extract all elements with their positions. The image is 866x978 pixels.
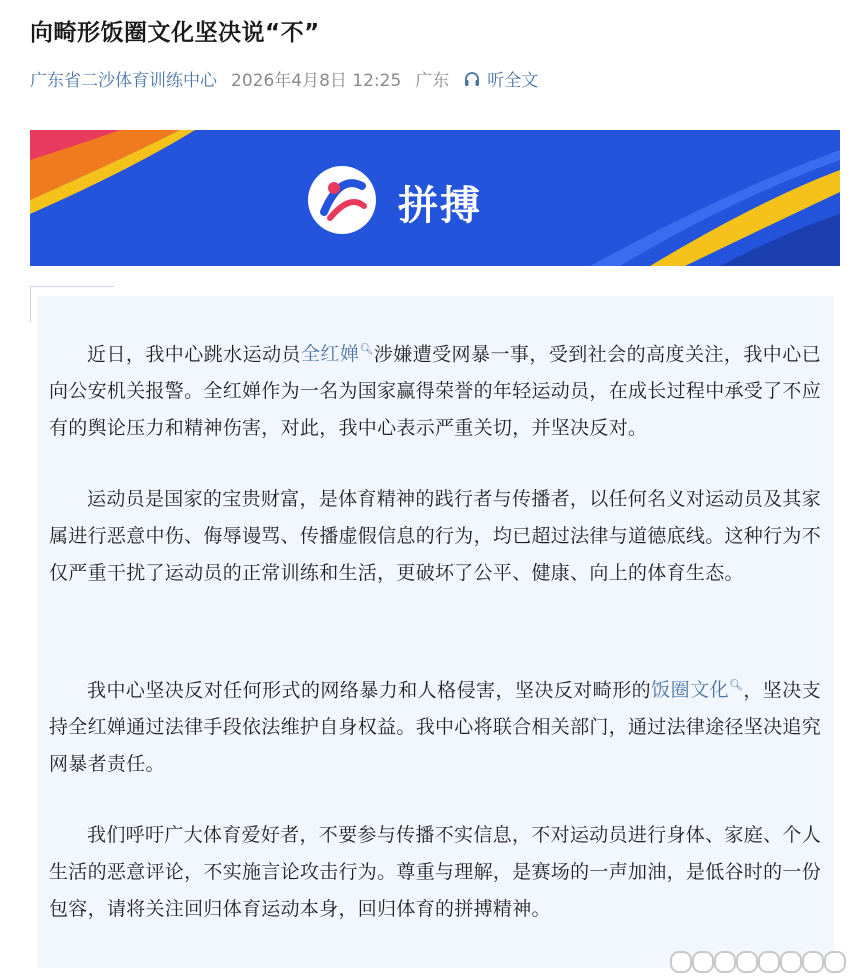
- p3-text-a: 我中心坚决反对任何形式的网络暴力和人格侵害，坚决反对畸形的: [87, 679, 652, 702]
- publish-date: 2026年4月8日 12:25: [231, 71, 402, 91]
- dot: [736, 951, 758, 973]
- dot: [824, 951, 846, 973]
- dot: [758, 951, 780, 973]
- paragraph-1: [49, 331, 821, 447]
- location-label: 广东: [415, 71, 450, 91]
- header-banner: [30, 130, 840, 266]
- search-icon: 🔍︎: [359, 343, 374, 356]
- paragraph-3: [49, 667, 821, 783]
- keyword-link-fan-culture[interactable]: [651, 679, 743, 701]
- dot: [692, 951, 714, 973]
- p3-text-b: ，坚决支持全红婵通过法律手段依法维护自身权益。我中心将联合相关部门，通过法律途径坚决追究网暴者责任。: [49, 679, 822, 776]
- search-icon: 🔍︎: [728, 679, 744, 692]
- dot: [780, 951, 802, 973]
- quote-corner-left: [30, 286, 31, 322]
- article-title: 向畸形饭圈文化坚决说“不”: [30, 20, 320, 46]
- p1-text-a: 近日，我中心跳水运动员: [87, 343, 301, 366]
- dot: [802, 951, 824, 973]
- dot: [714, 951, 736, 973]
- keyword-label: 全红婵: [300, 343, 360, 366]
- paragraph-2: 运动员是国家的宝贵财富，是体育精神的践行者与传播者，以任何名义对运动员及其家属进行恶意中伤、侮辱谩骂、传播虚假信息的行为，均已超过法律与道德底线。这种行为不仅严重干扰了运动员的正常训练和生活，更破坏了公平、健康、向上的体育生态。: [49, 488, 822, 584]
- source-link[interactable]: 广东省二沙体育训练中心: [30, 71, 217, 91]
- listen-label: 听全文: [487, 71, 539, 91]
- paragraph-4: 我们呼吁广大体育爱好者，不要参与传播不实信息，不对运动员进行身体、家庭、个人生活的恶意评论，不实施言论攻击行为。尊重与理解，是赛场的一声加油，是低谷时的一份包容，请将关注回归体育运动本身，回归体育的拼搏精神。: [49, 824, 822, 920]
- keyword-label: 饭圈文化: [651, 679, 729, 702]
- article-meta: [30, 66, 538, 91]
- listen-button[interactable]: [463, 66, 538, 91]
- quote-corner-top: [30, 286, 114, 287]
- dot: [670, 951, 692, 973]
- headphones-icon: [463, 70, 481, 88]
- p1-text-b: 涉嫌遭受网暴一事，受到社会的高度关注，我中心已向公安机关报警。全红婵作为一名为国家赢得荣誉的年轻运动员，在成长过程中承受了不应有的舆论压力和精神伤害，对此，我中心表示严重关切，并坚决反对。: [49, 343, 822, 440]
- keyword-link-quan-hongchan[interactable]: [301, 343, 374, 365]
- article-body: [37, 296, 834, 968]
- bottom-watermark-dots: [670, 948, 860, 972]
- banner-title: 拼搏: [398, 183, 482, 229]
